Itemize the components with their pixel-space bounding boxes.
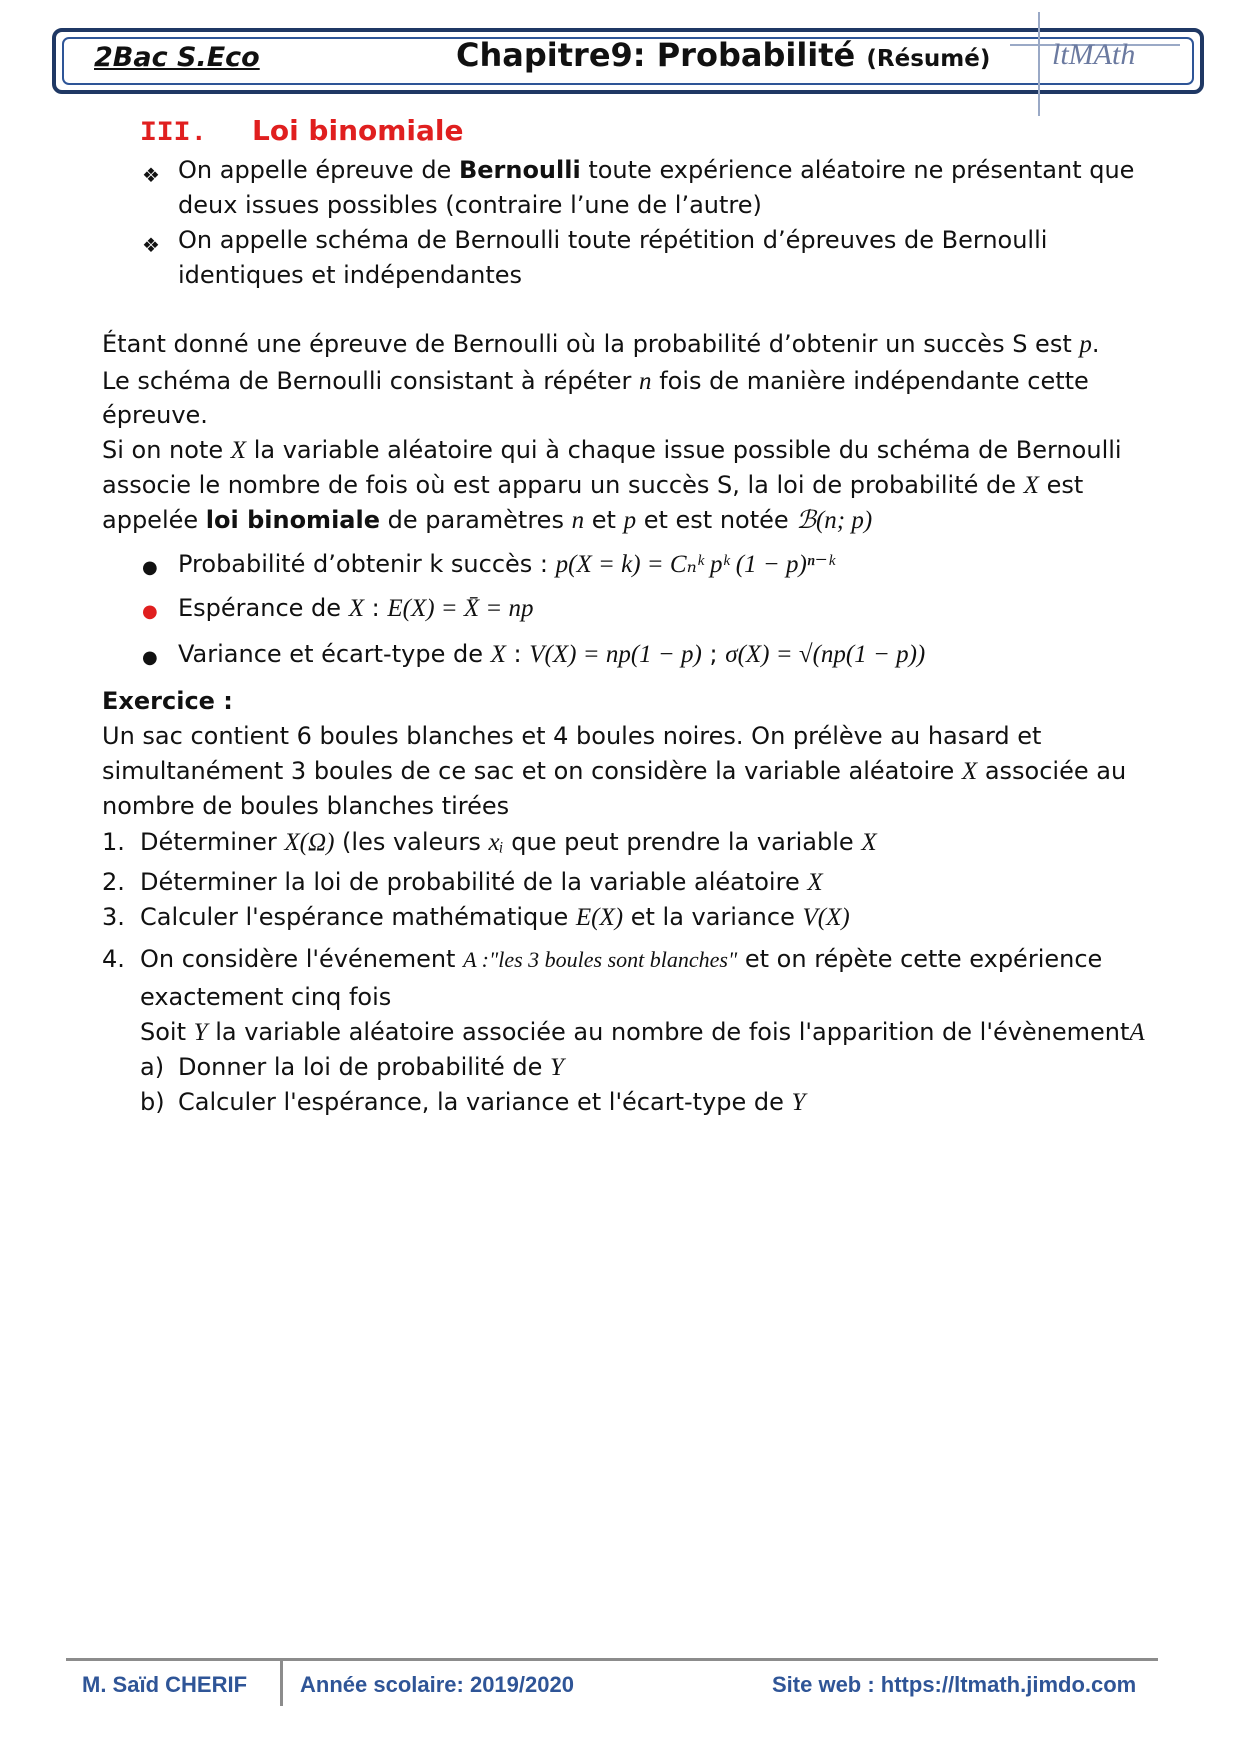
- exercise-intro-line-2: simultanément 3 boules de ce sac et on considère la variable aléatoire X associée au: [102, 757, 1127, 785]
- footer-website[interactable]: Site web : https://ltmath.jimdo.com: [772, 1672, 1137, 1697]
- footer-divider: [66, 1658, 1158, 1661]
- class-level: 2Bac S.Eco: [94, 42, 260, 73]
- question-3: 3. Calculer l'espérance mathématique E(X) et la variance V(X): [102, 903, 850, 931]
- paragraph-line-1: Étant donné une épreuve de Bernoulli où la probabilité d’obtenir un succès S est p.: [102, 330, 1100, 358]
- section-title: Loi binomiale: [252, 114, 464, 147]
- exercise-title: Exercice :: [102, 687, 233, 715]
- property-expectation: Espérance de X : E(X) = X̄ = np: [178, 594, 534, 622]
- diamond-bullet-icon: ❖: [142, 233, 160, 257]
- question-4b: b) Calculer l'espérance, la variance et l'écart-type de Y: [140, 1088, 806, 1116]
- paragraph-line-2: Le schéma de Bernoulli consistant à répéter n fois de manière indépendante cette: [102, 367, 1089, 395]
- title-colon: :: [632, 36, 646, 74]
- paragraph-line-6: appelée loi binomiale de paramètres n et p et est notée ℬ(n; p): [102, 506, 873, 534]
- paragraph-line-4: Si on note X la variable aléatoire qui à chaque issue possible du schéma de Bernoulli: [102, 436, 1122, 464]
- paragraph-line-5: associe le nombre de fois où est apparu un succès S, la loi de probabilité de X est: [102, 471, 1084, 499]
- question-4a: a) Donner la loi de probabilité de Y: [140, 1053, 564, 1081]
- page-title: [456, 36, 990, 74]
- question-1: 1. Déterminer X(Ω) (les valeurs xᵢ que peut prendre la variable X: [102, 828, 877, 856]
- binomial-formula: p(X = k) = Cₙᵏ pᵏ (1 − p)ⁿ⁻ᵏ: [555, 551, 835, 578]
- definition-2-line-1: On appelle schéma de Bernoulli toute répétition d’épreuves de Bernoulli: [178, 226, 1048, 254]
- section-heading: [140, 114, 464, 149]
- paragraph-line-3: épreuve.: [102, 401, 208, 429]
- question-4-line-2: exactement cinq fois: [140, 983, 392, 1011]
- diamond-bullet-icon: ❖: [142, 163, 160, 187]
- footer-author: M. Saïd CHERIF: [82, 1672, 248, 1697]
- bullet-icon: ●: [142, 557, 158, 578]
- property-probability: Probabilité d’obtenir k succès : p(X = k) = Cₙᵏ pᵏ (1 − p)ⁿ⁻ᵏ: [178, 550, 835, 578]
- chapter-label: Chapitre9: [456, 36, 633, 74]
- footer-separator: [280, 1660, 283, 1706]
- property-variance: Variance et écart-type de X : V(X) = np(1 − p) ; σ(X) = √(np(1 − p)): [178, 640, 926, 668]
- definition-1-line-2: deux issues possibles (contraire l’une de l’autre): [178, 191, 762, 219]
- definition-1-line-1: On appelle épreuve de Bernoulli toute expérience aléatoire ne présentant que: [178, 156, 1135, 184]
- definition-2-line-2: identiques et indépendantes: [178, 261, 523, 289]
- subject-label: Probabilité: [656, 36, 856, 74]
- question-4-line-1: 4. On considère l'événement A :"les 3 boules sont blanches" et on répète cette expérience: [102, 945, 1103, 973]
- section-number: III.: [140, 118, 208, 149]
- bullet-icon: ●: [142, 601, 158, 622]
- summary-tag: (Résumé): [866, 46, 991, 72]
- binomial-notation: ℬ(n; p): [796, 507, 873, 534]
- variance-formula: V(X) = np(1 − p): [529, 641, 702, 668]
- header-frame: [52, 28, 1204, 94]
- std-dev-formula: σ(X) = √(np(1 − p)): [725, 641, 926, 668]
- event-a: A :"les 3 boules sont blanches": [463, 947, 738, 972]
- footer-school-year: Année scolaire: 2019/2020: [300, 1672, 574, 1697]
- question-4-line-3: Soit Y la variable aléatoire associée au nombre de fois l'apparition de l'évènementA: [140, 1018, 1145, 1046]
- bullet-icon: ●: [142, 647, 158, 668]
- exercise-intro-line-3: nombre de boules blanches tirées: [102, 792, 510, 820]
- logo-vertical-line: [1038, 12, 1040, 116]
- exercise-intro-line-1: Un sac contient 6 boules blanches et 4 boules noires. On prélève au hasard et: [102, 722, 1042, 750]
- ltmath-logo: ltMAth: [1052, 38, 1136, 71]
- question-2: 2. Déterminer la loi de probabilité de la variable aléatoire X: [102, 868, 823, 896]
- expectation-formula: E(X) = X̄ = np: [387, 595, 534, 622]
